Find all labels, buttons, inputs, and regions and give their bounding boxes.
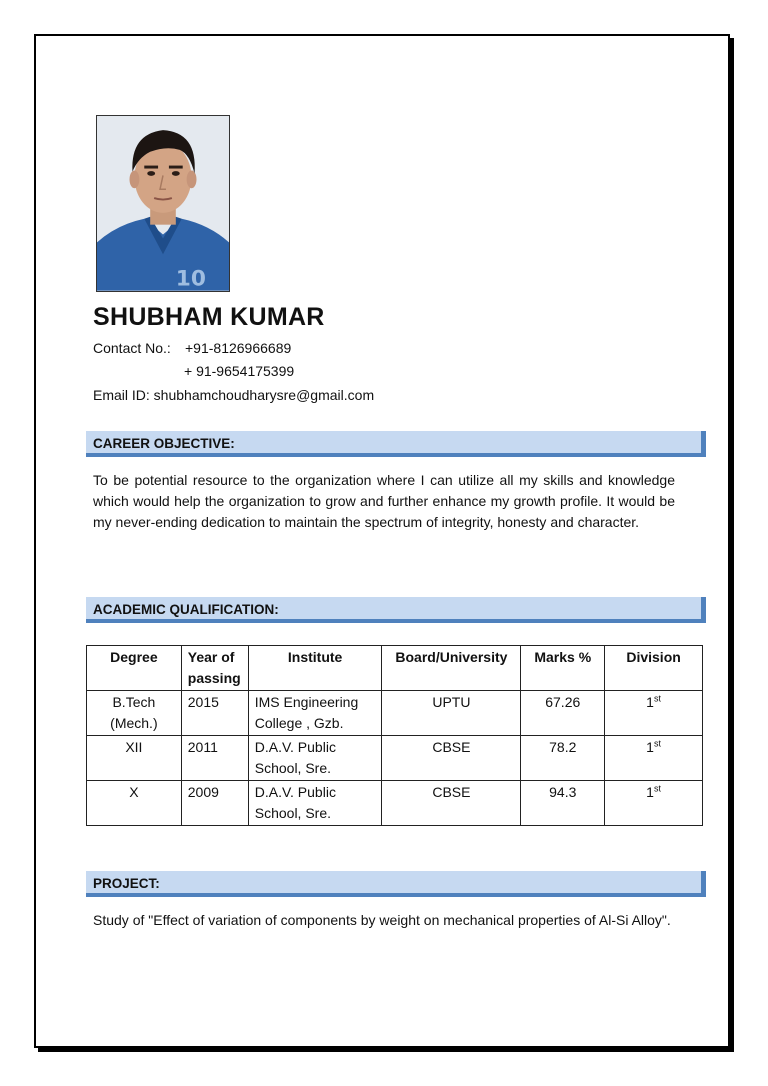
cell-division <box>605 736 703 781</box>
division-suffix: st <box>653 738 661 749</box>
section-header-project <box>86 871 706 897</box>
section-header-career-objective <box>86 431 706 457</box>
cell-board: CBSE <box>382 736 521 781</box>
email-line: Email ID: shubhamchoudharysre@gmail.com <box>93 387 375 403</box>
table-row <box>87 781 703 826</box>
column-header-board: Board/University <box>382 646 521 691</box>
table-header-row <box>87 646 703 691</box>
column-header-year: Year of passing <box>181 646 248 691</box>
cell-year: 2009 <box>181 781 248 826</box>
cell-division <box>605 691 703 736</box>
column-header-degree: Degree <box>87 646 182 691</box>
division-value: 1 <box>646 784 654 800</box>
phone-number-2: + 91-9654175399 <box>184 363 295 379</box>
column-header-division: Division <box>605 646 703 691</box>
cell-degree: X <box>87 781 182 826</box>
division-suffix: st <box>653 693 661 704</box>
cell-degree: XII <box>87 736 182 781</box>
cell-institute: D.A.V. Public School, Sre. <box>248 736 382 781</box>
cell-division <box>605 781 703 826</box>
section-title: PROJECT: <box>93 876 160 891</box>
division-suffix: st <box>653 783 661 794</box>
contact-label: Contact No.: <box>93 340 171 356</box>
cell-board: CBSE <box>382 781 521 826</box>
section-title: CAREER OBJECTIVE: <box>93 436 235 451</box>
column-header-institute: Institute <box>248 646 382 691</box>
career-objective-text: To be potential resource to the organization where I can utilize all my skills and knowledge which would help the organization to grow and further enhance my growth profile. It would be my never-ending dedication to maintain the spectrum of integrity, honesty and character. <box>93 472 675 530</box>
cell-institute: IMS Engineering College , Gzb. <box>248 691 382 736</box>
table-row <box>87 736 703 781</box>
cell-board: UPTU <box>382 691 521 736</box>
section-title: ACADEMIC QUALIFICATION: <box>93 602 279 617</box>
academic-qualification-table <box>86 645 703 826</box>
cell-marks: 78.2 <box>521 736 605 781</box>
cell-marks: 67.26 <box>521 691 605 736</box>
candidate-name: SHUBHAM KUMAR <box>93 303 325 331</box>
section-header-academic-qualification <box>86 597 706 623</box>
cell-institute: D.A.V. Public School, Sre. <box>248 781 382 826</box>
division-value: 1 <box>646 739 654 755</box>
column-header-marks: Marks % <box>521 646 605 691</box>
cell-year: 2015 <box>181 691 248 736</box>
division-value: 1 <box>646 694 654 710</box>
project-text: Study of "Effect of variation of components by weight on mechanical properties of Al-Si Alloy". <box>93 912 671 928</box>
cell-marks: 94.3 <box>521 781 605 826</box>
svg-text:10: 10 <box>175 266 206 291</box>
cell-degree: B.Tech (Mech.) <box>87 691 182 736</box>
cell-year: 2011 <box>181 736 248 781</box>
phone-number-1: +91-8126966689 <box>185 340 292 356</box>
table-row <box>87 691 703 736</box>
profile-photo <box>96 115 230 292</box>
